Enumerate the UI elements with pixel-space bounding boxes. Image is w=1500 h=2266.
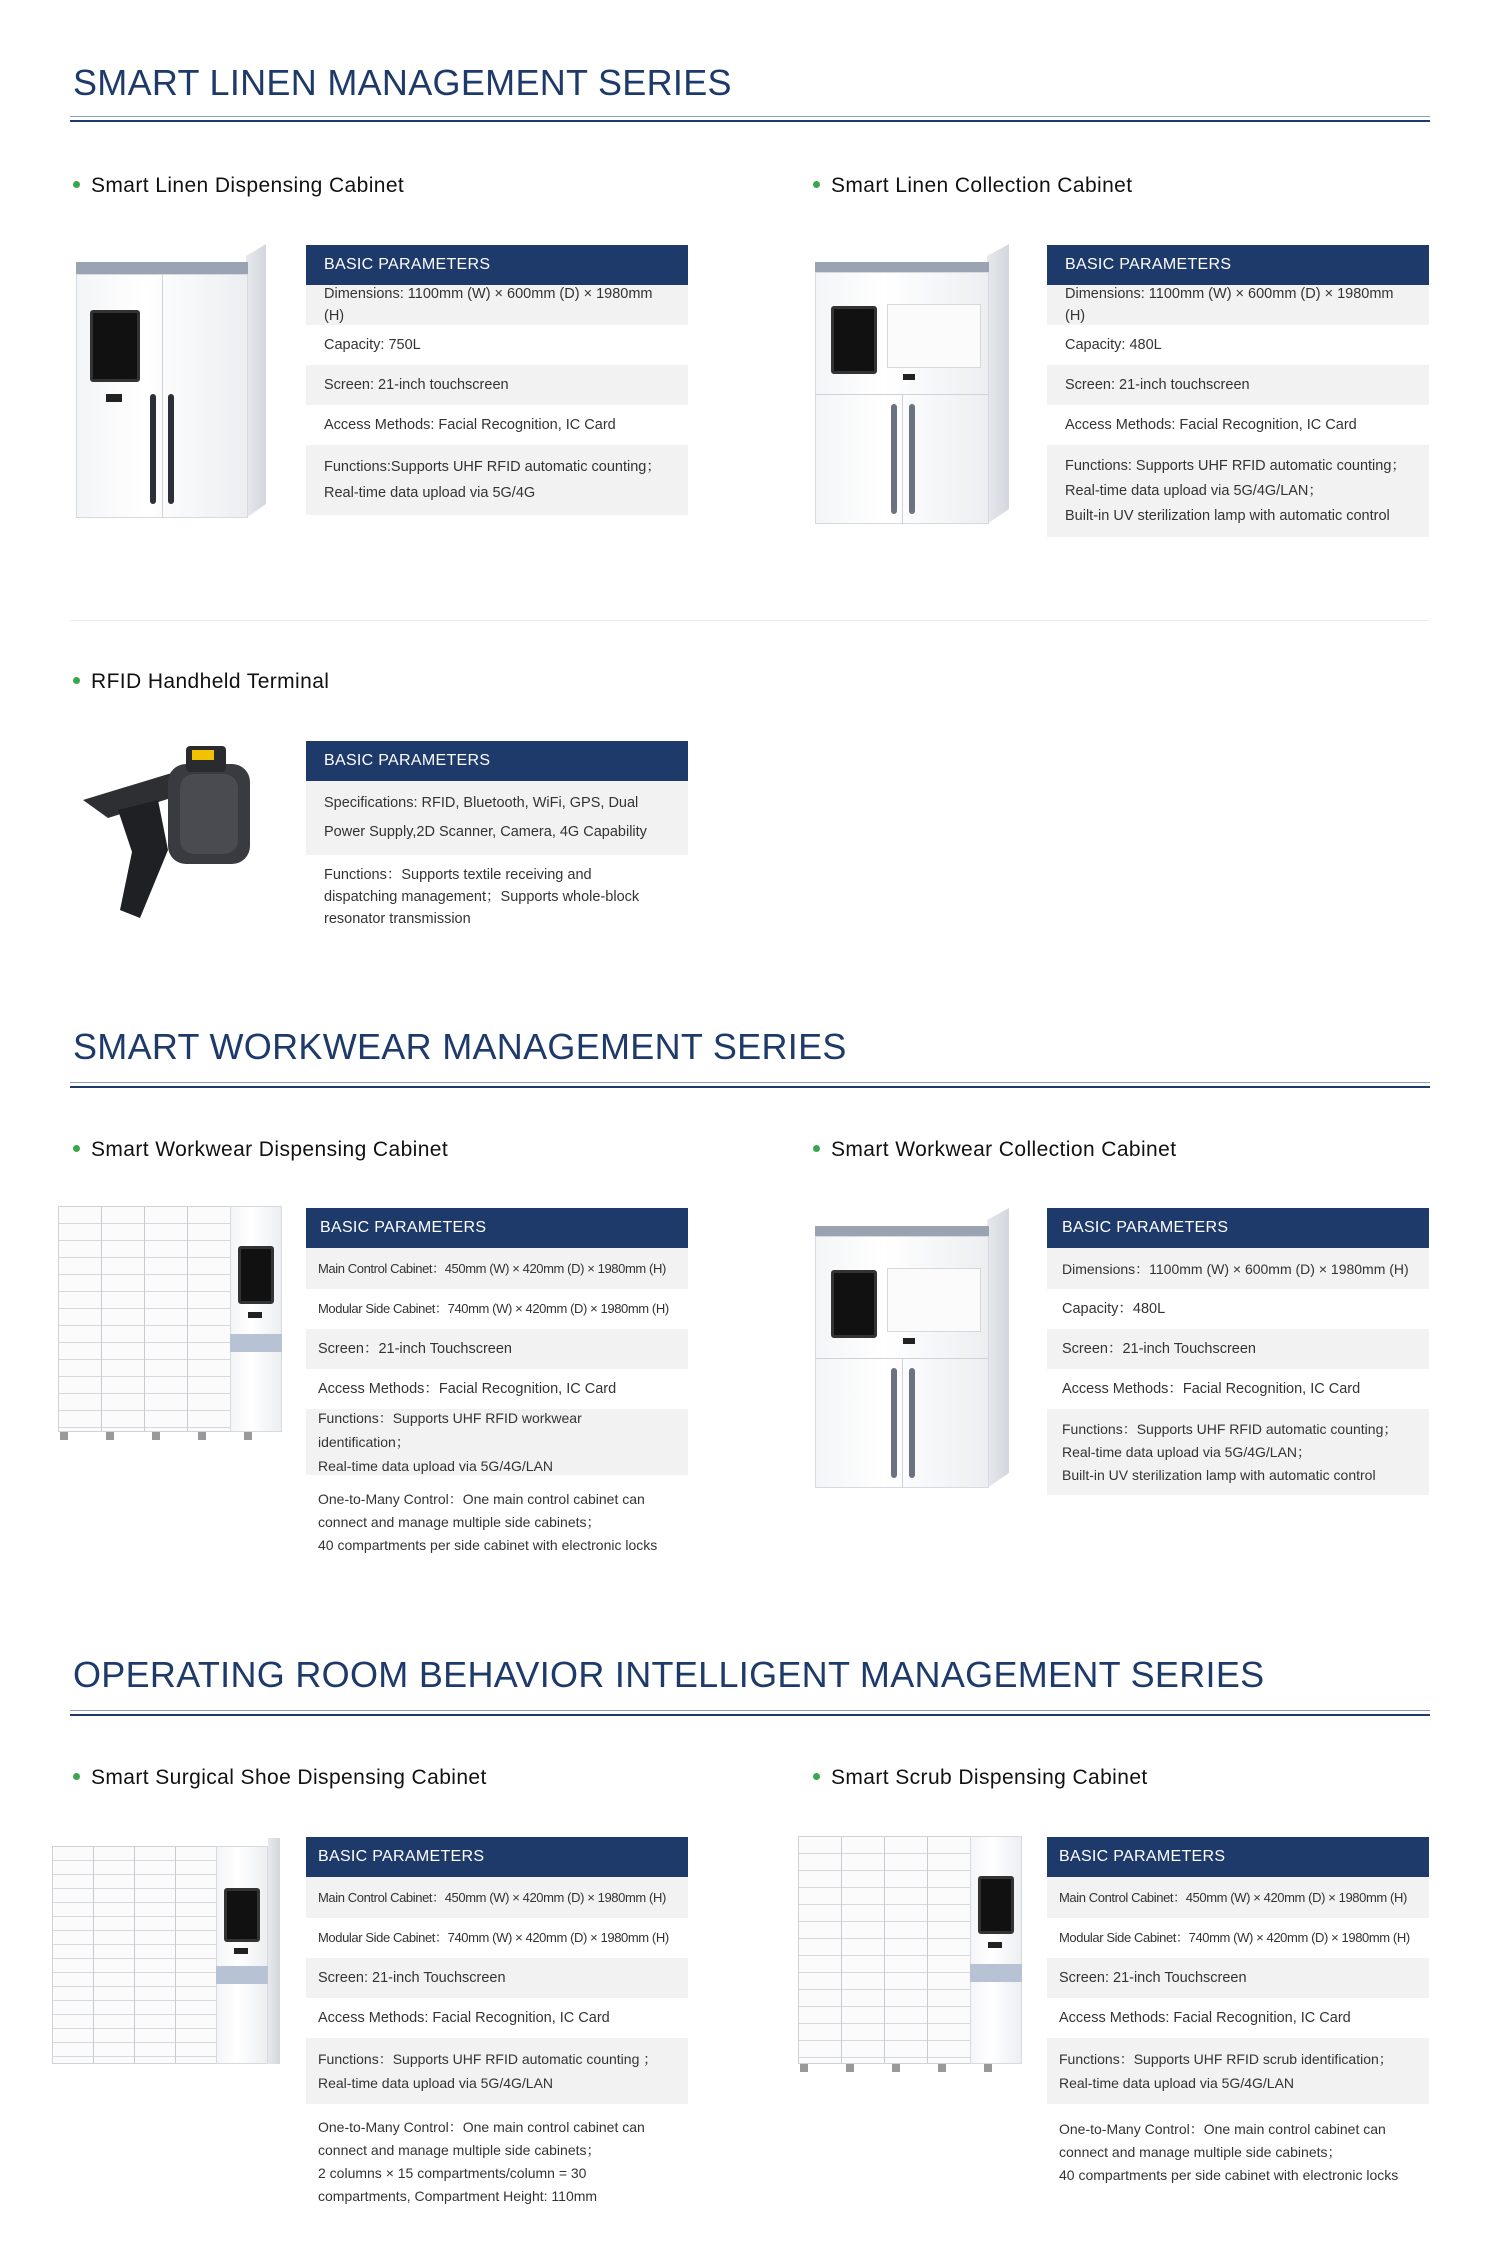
section-title-workwear: SMART WORKWEAR MANAGEMENT SERIES <box>73 1026 847 1067</box>
parameters-header: BASIC PARAMETERS <box>1047 245 1429 285</box>
bullet-dot <box>73 677 80 684</box>
section-rule <box>70 116 1430 117</box>
rfid-handheld-terminal-image <box>78 740 268 920</box>
product-title: Smart Surgical Shoe Dispensing Cabinet <box>73 1766 487 1790</box>
param-access: Access Methods: Facial Recognition, IC Card <box>1047 1998 1429 2038</box>
param-functions: Functions: Supports UHF RFID automatic counting； Real-time data upload via 5G/4G/LAN； Built-in UV sterilization lamp with automatic control <box>1047 445 1429 537</box>
param-access: Access Methods：Facial Recognition, IC Card <box>1047 1369 1429 1409</box>
param-functions: Functions：Supports UHF RFID scrub identification； Real-time data upload via 5G/4G/LAN <box>1047 2038 1429 2104</box>
param-main-cabinet: Main Control Cabinet：450mm (W) × 420mm (D) × 1980mm (H) <box>1047 1877 1429 1918</box>
parameters-table <box>1047 1837 1429 2200</box>
param-functions: Functions：Supports UHF RFID automatic counting； Real-time data upload via 5G/4G/LAN； Built-in UV sterilization lamp with automatic control <box>1047 1409 1429 1495</box>
product-title: RFID Handheld Terminal <box>73 670 329 694</box>
parameters-header: BASIC PARAMETERS <box>1047 1208 1429 1248</box>
divider <box>70 620 1430 621</box>
param-screen: Screen: 21-inch Touchscreen <box>306 1958 688 1998</box>
section-rule <box>70 1710 1430 1711</box>
param-main-cabinet: Main Control Cabinet：450mm (W) × 420mm (D) × 1980mm (H) <box>306 1877 688 1918</box>
parameters-table <box>306 741 688 939</box>
param-specifications: Specifications: RFID, Bluetooth, WiFi, GPS, Dual Power Supply,2D Scanner, Camera, 4G Capability <box>306 781 688 855</box>
parameters-header: BASIC PARAMETERS <box>306 1837 688 1877</box>
param-one-to-many: One-to-Many Control：One main control cabinet can connect and manage multiple side cabinets； 2 columns × 15 compartments/column = 30 compartments, Compartment Height: 110mm <box>306 2104 688 2220</box>
parameters-table <box>306 1208 688 1569</box>
bullet-dot <box>813 181 820 188</box>
param-side-cabinet: Modular Side Cabinet：740mm (W) × 420mm (D) × 1980mm (H) <box>306 1289 688 1329</box>
parameters-header: BASIC PARAMETERS <box>1047 1837 1429 1877</box>
param-main-cabinet: Main Control Cabinet：450mm (W) × 420mm (D) × 1980mm (H) <box>306 1248 688 1289</box>
param-dimensions: Dimensions：1100mm (W) × 600mm (D) × 1980mm (H) <box>1047 1248 1429 1289</box>
parameters-table <box>1047 1208 1429 1495</box>
param-capacity: Capacity: 750L <box>306 325 688 365</box>
param-functions: Functions：Supports UHF RFID workwear identification； Real-time data upload via 5G/4G/LAN <box>306 1409 688 1475</box>
param-screen: Screen: 21-inch touchscreen <box>306 365 688 405</box>
param-capacity: Capacity: 480L <box>1047 325 1429 365</box>
surgical-shoe-cabinet-image <box>52 1838 280 2064</box>
linen-dispensing-cabinet-image <box>76 244 266 518</box>
product-title: Smart Linen Dispensing Cabinet <box>73 174 404 198</box>
section-rule <box>70 1082 1430 1083</box>
section-title-linen: SMART LINEN MANAGEMENT SERIES <box>73 62 732 103</box>
product-title: Smart Workwear Dispensing Cabinet <box>73 1138 448 1162</box>
workwear-dispensing-cabinet-image <box>58 1206 284 1444</box>
parameters-header: BASIC PARAMETERS <box>306 245 688 285</box>
bullet-dot <box>73 1145 80 1152</box>
param-screen: Screen: 21-inch Touchscreen <box>1047 1958 1429 1998</box>
param-screen: Screen：21-inch Touchscreen <box>1047 1329 1429 1369</box>
param-capacity: Capacity：480L <box>1047 1289 1429 1329</box>
bullet-dot <box>73 181 80 188</box>
param-access: Access Methods: Facial Recognition, IC Card <box>306 1998 688 2038</box>
parameters-header: BASIC PARAMETERS <box>306 741 688 781</box>
bullet-dot <box>813 1145 820 1152</box>
product-title: Smart Scrub Dispensing Cabinet <box>813 1766 1148 1790</box>
param-access: Access Methods: Facial Recognition, IC Card <box>306 405 688 445</box>
param-one-to-many: One-to-Many Control：One main control cabinet can connect and manage multiple side cabinets； 40 compartments per side cabinet with electronic locks <box>1047 2104 1429 2200</box>
param-access: Access Methods: Facial Recognition, IC Card <box>1047 405 1429 445</box>
param-functions: Functions:Supports UHF RFID automatic counting； Real-time data upload via 5G/4G <box>306 445 688 515</box>
linen-collection-cabinet-image <box>815 244 1011 524</box>
param-one-to-many: One-to-Many Control：One main control cabinet can connect and manage multiple side cabinets； 40 compartments per side cabinet with electronic locks <box>306 1475 688 1569</box>
parameters-table <box>306 245 688 515</box>
section-title-operating-room: OPERATING ROOM BEHAVIOR INTELLIGENT MANAGEMENT SERIES <box>73 1654 1265 1695</box>
param-screen: Screen：21-inch Touchscreen <box>306 1329 688 1369</box>
workwear-collection-cabinet-image <box>815 1208 1011 1488</box>
parameters-header: BASIC PARAMETERS <box>306 1208 688 1248</box>
param-functions: Functions：Supports textile receiving and dispatching management；Supports whole-block resonator transmission <box>306 855 688 939</box>
parameters-table <box>1047 245 1429 537</box>
bullet-dot <box>813 1773 820 1780</box>
param-side-cabinet: Modular Side Cabinet：740mm (W) × 420mm (D) × 1980mm (H) <box>1047 1918 1429 1958</box>
bullet-dot <box>73 1773 80 1780</box>
param-dimensions: Dimensions: 1100mm (W) × 600mm (D) × 1980mm (H) <box>1047 285 1429 325</box>
param-functions: Functions：Supports UHF RFID automatic counting ； Real-time data upload via 5G/4G/LAN <box>306 2038 688 2104</box>
param-dimensions: Dimensions: 1100mm (W) × 600mm (D) × 1980mm (H) <box>306 285 688 325</box>
param-screen: Screen: 21-inch touchscreen <box>1047 365 1429 405</box>
param-side-cabinet: Modular Side Cabinet：740mm (W) × 420mm (D) × 1980mm (H) <box>306 1918 688 1958</box>
scrub-dispensing-cabinet-image <box>798 1836 1024 2076</box>
product-title: Smart Linen Collection Cabinet <box>813 174 1133 198</box>
param-access: Access Methods：Facial Recognition, IC Card <box>306 1369 688 1409</box>
product-title: Smart Workwear Collection Cabinet <box>813 1138 1176 1162</box>
parameters-table <box>306 1837 688 2220</box>
